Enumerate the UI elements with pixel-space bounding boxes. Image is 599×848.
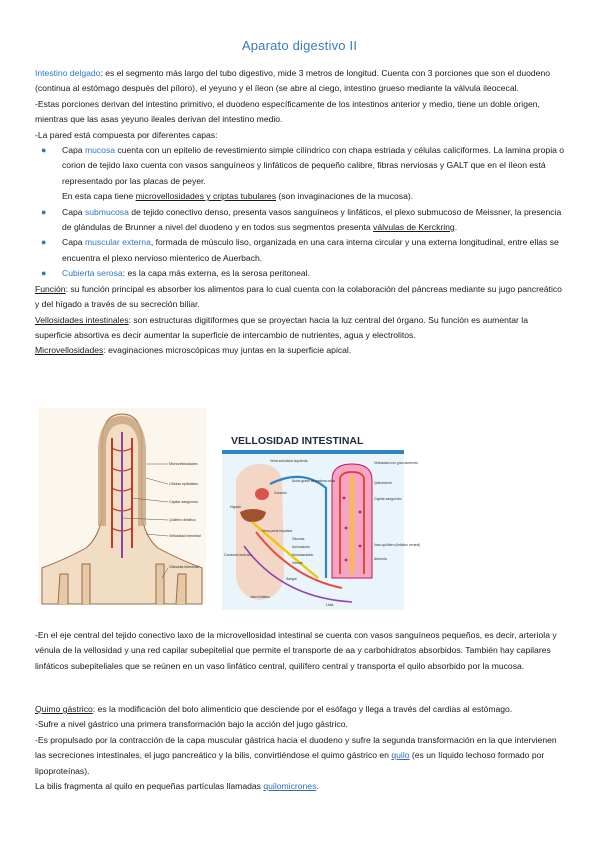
layer-post: .	[454, 222, 458, 233]
fig-right-label: Vaso linfático	[250, 595, 270, 599]
fig-left-label: Microvellosidades	[169, 462, 198, 466]
micro-paragraph	[35, 343, 567, 358]
layer-pre: Capa	[62, 206, 85, 217]
vellosidad-infographic	[222, 428, 421, 610]
quimo-text: : es la modificación del bolo alimenticio que desciende por el esófago y llega a través del cardias al estómago.	[92, 704, 513, 714]
layers-list	[35, 143, 567, 282]
fig-left-label: Capilar sanguíneo	[169, 500, 199, 504]
list-item	[35, 143, 567, 205]
layer-term: submucosa	[84, 206, 129, 217]
layer-text: de tejido conectivo denso, presenta vasos sanguíneos y linfáticos, el plexo submucoso de Meissner, la presencia de glándulas de Brunner a nivel del duodeno y en todos sus segmentos presenta	[62, 206, 562, 233]
quimo-text-block	[35, 702, 567, 794]
fig-left-label: Células epiteliales	[169, 482, 198, 486]
fig-right-label: Vena subclavia izquierda	[270, 459, 308, 463]
funcion-term: Función	[35, 283, 66, 294]
fig-right-label: Vena porta hepática	[262, 529, 293, 533]
quimo-paragraph	[35, 702, 567, 717]
funcion-paragraph	[35, 282, 567, 313]
vellosidades-paragraph	[35, 313, 567, 344]
layer-pre: Capa	[62, 237, 85, 248]
layer-term: muscular externa	[84, 237, 151, 248]
fig-right-label: Monosacárido	[292, 553, 314, 557]
microvellosidades-link[interactable]: microvellosidades y criptas tubulares	[135, 191, 277, 202]
bullet-icon: ●	[41, 206, 47, 217]
quimo-term: Quimo gástrico	[35, 704, 93, 714]
vellosidades-term: Vellosidades intestinales	[35, 314, 129, 325]
quimo-3-post: (es un líquido lechoso formado por lipoproteínas).	[35, 750, 545, 776]
list-item	[35, 205, 567, 236]
origin-paragraph: -Estas porciones derivan del intestino primitivo, el duodeno específicamente de los intestinos anterior y medio, tiene un doble origen, mientras que las asas yeyuno ileales derivan del intestino medio.	[35, 98, 540, 125]
fig-right-label: Quilomicrón	[374, 481, 393, 485]
fig-left-label: Vellosidad intestinal	[169, 534, 201, 538]
quimo-4-post: .	[316, 781, 319, 792]
fig-right-label: Linfa	[326, 603, 334, 607]
fig-right-label: Ácido graso de cadena corta	[292, 479, 336, 483]
heart-icon	[255, 488, 269, 500]
fig-right-label: Hígado	[230, 505, 241, 509]
layer-extra-post: (son invaginaciones de la mucosa).	[276, 191, 414, 202]
quimo-2-paragraph: -Sufre a nivel gástrico una primera transformación bajo la acción del jugo gástrico.	[35, 719, 348, 730]
quilomicrones-link[interactable]: quilomicrones	[263, 781, 317, 792]
fig-left-label: Glándula intestinal	[169, 565, 199, 569]
quimo-4-paragraph	[35, 779, 567, 794]
layer-term: mucosa	[84, 145, 116, 156]
micro-term: Microvellosidades	[35, 345, 104, 356]
fig-right-label: Capilar sanguíneo	[374, 497, 402, 501]
layer-text: , formada de músculo liso, organizada en una cara interna circular y una externa longitudinal, entre ellas se encuentra el plexo nervioso mienterico de Auerbach.	[62, 237, 559, 263]
fig-right-label: Vénula	[292, 561, 303, 565]
top-text-block	[35, 66, 567, 359]
list-item	[35, 266, 567, 281]
list-item	[35, 235, 567, 266]
fig-right-label: Glucosa	[292, 537, 305, 541]
vellosidad-intestinal-figure	[222, 428, 421, 610]
villus-histology-figure	[38, 408, 206, 604]
fig-right-label: Corazón	[274, 491, 287, 495]
quimo-3-paragraph	[35, 733, 567, 779]
layer-text: cuenta con un epitelio de revestimiento simple cilíndrico con chapa estriada y células caliciformes. La lamina propia o corion de tejido laxo cuenta con vasos sanguíneos y linfáticos de pequeño calibre, fibras nerviosas y GALT que en el íleon está representado por las placas de peyer.	[62, 145, 565, 186]
fig-right-label: Conducto torácico	[224, 553, 252, 557]
vellosidades-text: : son estructuras digitiformes que se proyectan hacia la luz central del órgano. Su función es aumentar la superficie absortiva es decir aumentar la superficie de intercambio de nutrientes, agua y electrolitos.	[35, 314, 528, 340]
layers-intro: -La pared está compuesta por diferentes capas:	[35, 129, 218, 140]
bullet-icon: ●	[41, 237, 47, 248]
infographic-title: VELLOSIDAD INTESTINAL	[231, 435, 364, 447]
fig-right-label: Sangre	[286, 577, 297, 581]
bullet-icon: ●	[41, 145, 47, 156]
micro-text: : evaginaciones microscópicas muy juntas en la superficie apical.	[103, 345, 352, 356]
intro-text: : es el segmento más largo del tubo digestivo, mide 3 metros de longitud. Cuenta con 3 porciones que son el duodeno (continua al estómago después del píloro), el yeyuno y el íleon (se abre al ciego, intestino grueso mediante la válvula ileocecal.	[35, 68, 551, 94]
bullet-icon: ●	[41, 268, 47, 279]
funcion-text: : su función principal es absorber los alimentos para lo cual cuenta con la colaboración del páncreas mediante su jugo pancreático y del hígado a través de su secreción biliar.	[35, 283, 562, 310]
eje-paragraph: -En el eje central del tejido conectivo laxo de la microvellosidad intestinal se cuenta con vasos sanguíneos pequeños, es decir, arteriola y vénula de la vellosidad y una red capilar subepitelial que permite el transporte de aa y carbohidratos absorbidos. También hay capilares linfáticos subepiteliales que se reúnen en un vaso linfático central, quilífero central y transporta el quilo absorbido por la mucosa.	[35, 630, 557, 671]
kerckring-link[interactable]: válvulas de Kerckring	[373, 222, 455, 233]
layer-term: Cubierta serosa	[62, 268, 123, 279]
fig-left-label: Quilífero linfático	[169, 518, 196, 522]
quimo-4-text: La bilis fragmenta al quilo en pequeñas partículas llamadas	[35, 781, 264, 792]
fig-right-label: Arteriola	[374, 557, 387, 561]
quimo-3-text: -Es propulsado por la contracción de la capa muscular gástrica hacia el duodeno y sufre la segunda transformación en la que intervienen las secreciones intestinales, el jugo pancreático y la bilis, convirtiéndose el quimo gástrico en	[35, 734, 557, 761]
layer-text: : es la capa más externa, es la serosa peritoneal.	[122, 268, 310, 279]
eje-text-block	[35, 628, 567, 674]
fig-right-label: Vaso quilífero (linfático central)	[374, 543, 421, 547]
fig-right-label: Aminoácido	[292, 545, 310, 549]
intro-term: Intestino delgado	[35, 68, 101, 78]
fig-right-label: Vellosidad con gran aumento	[374, 461, 418, 465]
quilo-link[interactable]: quilo	[391, 750, 410, 761]
layer-pre: Capa	[62, 145, 85, 156]
layer-extra-pre: En esta capa tiene	[62, 191, 136, 202]
villus-drawing	[38, 408, 206, 604]
page-title: Aparato digestivo II	[241, 38, 358, 53]
intro-paragraph	[35, 66, 567, 97]
